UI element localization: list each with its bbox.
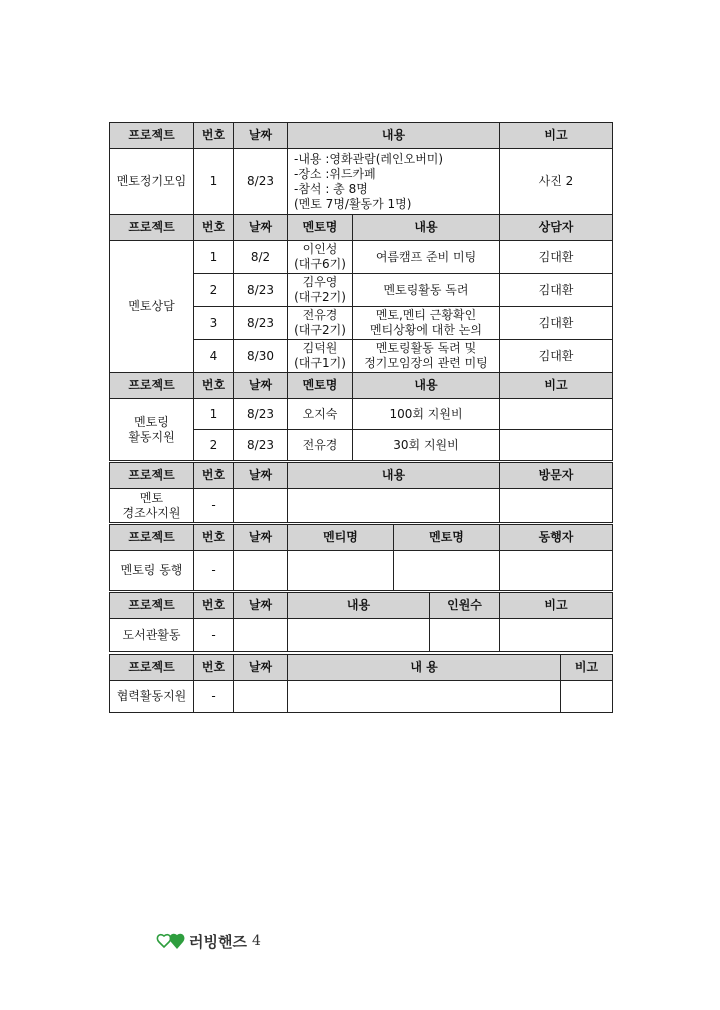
header-cell: 프로젝트 <box>110 525 194 551</box>
counselor-cell: 김대환 <box>500 307 613 340</box>
page-number: 4 <box>251 933 261 949</box>
header-cell: 번호 <box>194 655 234 681</box>
table-row <box>110 619 613 652</box>
content-cell: 멘토,멘티 근황확인 멘티상황에 대한 논의 <box>353 307 500 340</box>
header-cell: 내 용 <box>288 655 561 681</box>
content-cell: 100회 지원비 <box>353 399 500 430</box>
date-cell: 8/2 <box>234 241 288 274</box>
table-row <box>110 489 613 523</box>
no-cell: 1 <box>194 241 234 274</box>
no-cell: - <box>194 551 234 591</box>
header-cell: 내용 <box>353 215 500 241</box>
header-cell: 번호 <box>194 123 234 149</box>
date-cell: 8/23 <box>234 149 288 215</box>
date-cell: 8/23 <box>234 307 288 340</box>
no-cell: 1 <box>194 399 234 430</box>
library-activity-table <box>109 592 613 652</box>
content-cell: 30회 지원비 <box>353 430 500 461</box>
mentor-cell: 전유경 <box>288 430 353 461</box>
mentor-cell: 김우영 (대구2기) <box>288 274 353 307</box>
header-cell: 번호 <box>194 373 234 399</box>
no-cell: 3 <box>194 307 234 340</box>
table-header-row <box>110 463 613 489</box>
header-cell: 프로젝트 <box>110 655 194 681</box>
note-cell <box>561 681 613 713</box>
counselor-cell: 김대환 <box>500 241 613 274</box>
content-cell <box>288 489 500 523</box>
no-cell: - <box>194 681 234 713</box>
date-cell: 8/23 <box>234 430 288 461</box>
date-cell: 8/23 <box>234 399 288 430</box>
no-cell: - <box>194 489 234 523</box>
header-cell: 비고 <box>500 593 613 619</box>
note-cell <box>500 399 613 430</box>
header-cell: 내용 <box>353 373 500 399</box>
header-cell: 비고 <box>500 123 613 149</box>
date-cell <box>234 619 288 652</box>
header-cell: 방문자 <box>500 463 613 489</box>
footer <box>156 930 261 952</box>
header-cell: 프로젝트 <box>110 123 194 149</box>
header-cell: 멘토명 <box>288 215 353 241</box>
header-cell: 프로젝트 <box>110 463 194 489</box>
note-cell: 사진 2 <box>500 149 613 215</box>
project-cell: 멘토 경조사지원 <box>110 489 194 523</box>
header-cell: 날짜 <box>234 373 288 399</box>
content-cell <box>288 619 430 652</box>
table-row <box>110 149 613 215</box>
table-header-row <box>110 525 613 551</box>
visitor-cell <box>500 489 613 523</box>
table-header-row <box>110 215 613 241</box>
header-cell: 날짜 <box>234 123 288 149</box>
hands-heart-logo-icon <box>156 930 186 952</box>
header-cell: 멘토명 <box>288 373 353 399</box>
mentor-cell: 오지숙 <box>288 399 353 430</box>
table-header-row <box>110 373 613 399</box>
mentor-cell: 김덕원 (대구1기) <box>288 340 353 373</box>
header-cell: 날짜 <box>234 215 288 241</box>
no-cell: - <box>194 619 234 652</box>
headcount-cell <box>430 619 500 652</box>
content-cell: 멘토링활동 독려 <box>353 274 500 307</box>
header-cell: 비고 <box>500 373 613 399</box>
header-cell: 내용 <box>288 123 500 149</box>
mentor-cell <box>394 551 500 591</box>
date-cell: 8/23 <box>234 274 288 307</box>
table-row <box>110 681 613 713</box>
mentee-cell <box>288 551 394 591</box>
header-cell: 번호 <box>194 525 234 551</box>
companion-cell <box>500 551 613 591</box>
content-cell <box>288 681 561 713</box>
header-cell: 동행자 <box>500 525 613 551</box>
date-cell: 8/30 <box>234 340 288 373</box>
header-cell: 멘토명 <box>394 525 500 551</box>
header-cell: 날짜 <box>234 463 288 489</box>
mentor-counseling-table <box>109 214 613 373</box>
header-cell: 인원수 <box>430 593 500 619</box>
header-cell: 프로젝트 <box>110 593 194 619</box>
table-header-row <box>110 655 613 681</box>
header-cell: 멘티명 <box>288 525 394 551</box>
header-cell: 번호 <box>194 463 234 489</box>
header-cell: 내용 <box>288 593 430 619</box>
header-cell: 번호 <box>194 215 234 241</box>
table-row <box>110 399 613 430</box>
project-cell: 도서관활동 <box>110 619 194 652</box>
mentoring-accompany-table <box>109 524 613 591</box>
mentor-meeting-table <box>109 122 613 215</box>
header-cell: 상담자 <box>500 215 613 241</box>
header-cell: 내용 <box>288 463 500 489</box>
mentoring-support-table <box>109 372 613 461</box>
table-row <box>110 551 613 591</box>
header-cell: 비고 <box>561 655 613 681</box>
mentor-event-support-table <box>109 462 613 523</box>
no-cell: 2 <box>194 274 234 307</box>
cooperation-support-table <box>109 654 613 713</box>
no-cell: 2 <box>194 430 234 461</box>
content-cell: 여름캠프 준비 미팅 <box>353 241 500 274</box>
content-cell: -내용 :영화관람(레인오버미) -장소 :위드카페 -참석 : 총 8명 (멘토 7명/활동가 1명) <box>288 149 500 215</box>
header-cell: 날짜 <box>234 655 288 681</box>
mentor-cell: 전유경 (대구2기) <box>288 307 353 340</box>
mentor-cell: 이인성 (대구6기) <box>288 241 353 274</box>
no-cell: 1 <box>194 149 234 215</box>
content-cell: 멘토링활동 독려 및 정기모임장의 관련 미팅 <box>353 340 500 373</box>
counselor-cell: 김대환 <box>500 274 613 307</box>
project-cell: 멘토정기모임 <box>110 149 194 215</box>
no-cell: 4 <box>194 340 234 373</box>
date-cell <box>234 551 288 591</box>
header-cell: 날짜 <box>234 593 288 619</box>
project-cell: 멘토링 동행 <box>110 551 194 591</box>
counselor-cell: 김대환 <box>500 340 613 373</box>
project-cell: 멘토링 활동지원 <box>110 399 194 461</box>
project-cell: 협력활동지원 <box>110 681 194 713</box>
header-cell: 번호 <box>194 593 234 619</box>
table-header-row <box>110 593 613 619</box>
header-cell: 프로젝트 <box>110 373 194 399</box>
header-cell: 프로젝트 <box>110 215 194 241</box>
project-cell: 멘토상담 <box>110 241 194 373</box>
footer-logo-text: 러빙핸즈 <box>189 932 247 951</box>
date-cell <box>234 489 288 523</box>
header-cell: 날짜 <box>234 525 288 551</box>
note-cell <box>500 619 613 652</box>
table-row <box>110 241 613 274</box>
note-cell <box>500 430 613 461</box>
table-header-row <box>110 123 613 149</box>
date-cell <box>234 681 288 713</box>
